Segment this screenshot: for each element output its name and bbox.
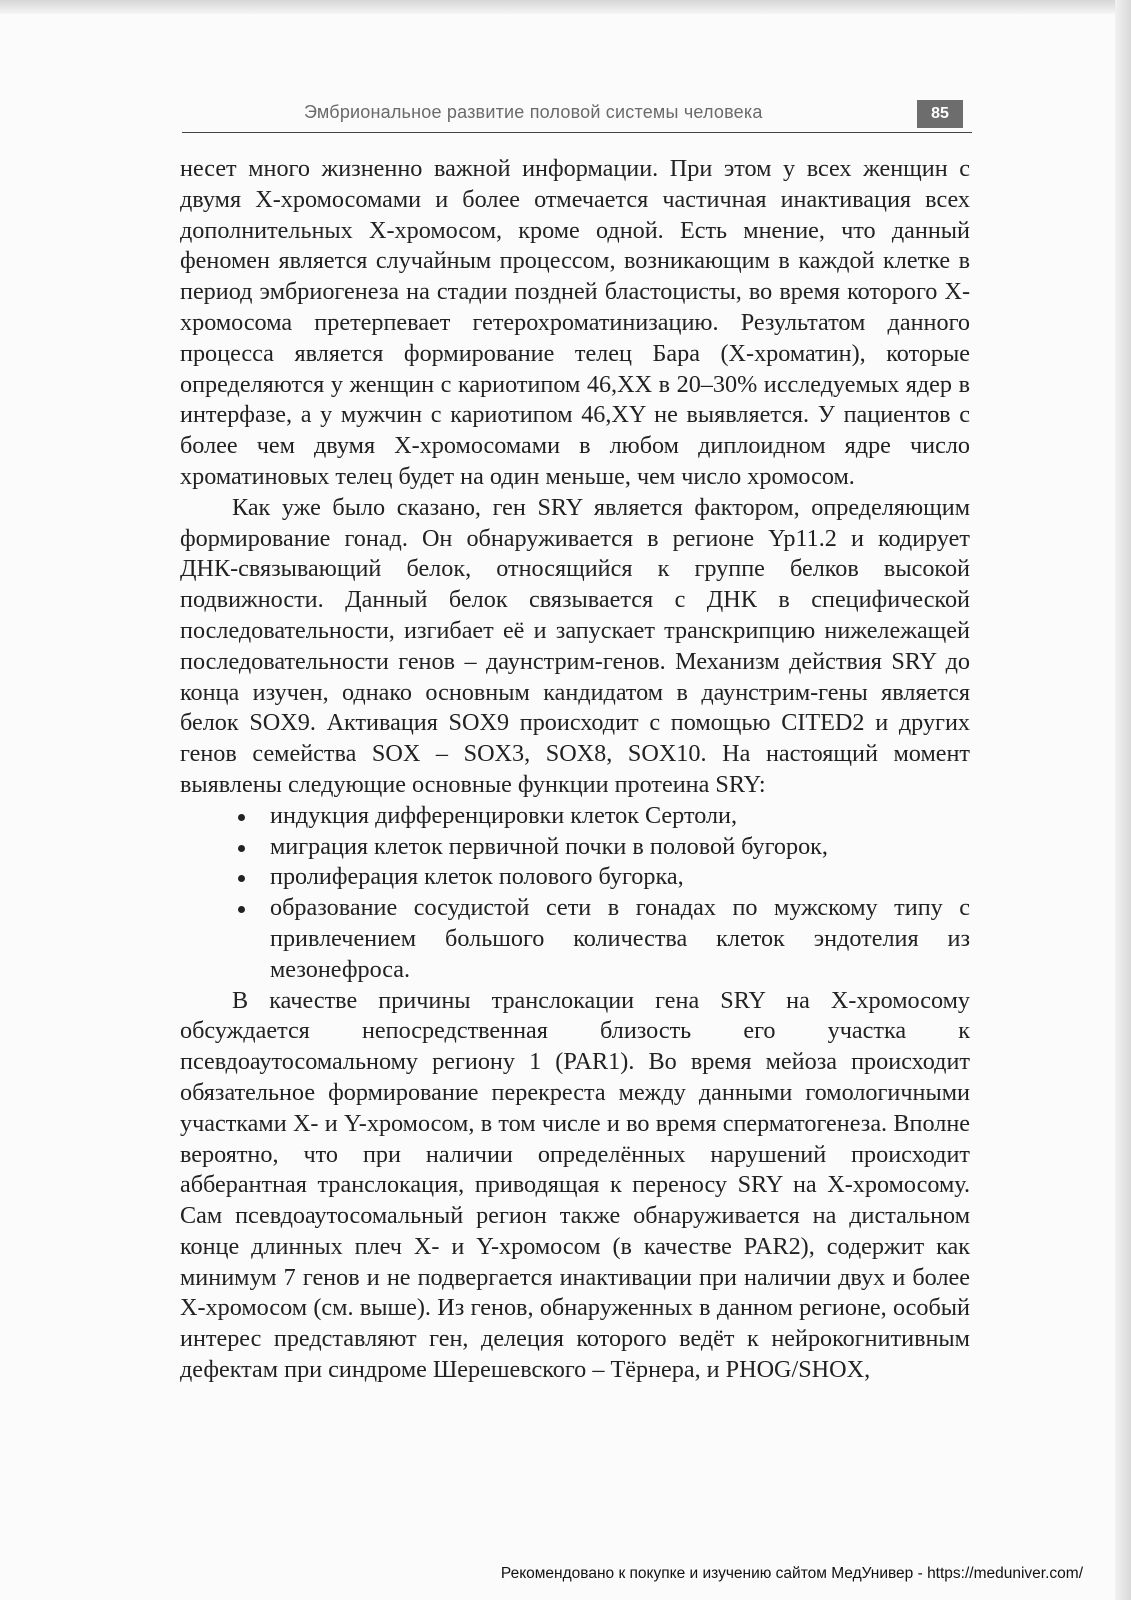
paragraph-sry-gene: Как уже было сказано, ген SRY является фактором, определяющим формирование гонад. Он обнаруживается в регионе Yp11.2 и кодирует ДНК-связывающий белок, относящийся к группе белков высокой подвижности. Данный белок связывается с ДНК в специфической последовательности, изгибает её и запускает транскрипцию нижележащей последовательности генов – даунстрим-генов. Механизм действия SRY до конца изучен, однако основным кандидатом в даунстрим-гены является белок SOX9. Активация SOX9 происходит с помощью CITED2 и других генов семейства SOX – SOX3, SOX8, SOX10. На настоящий момент выявлены следующие основные функции протеина SRY: — [180, 493, 970, 798]
running-header — [182, 100, 972, 133]
running-header-title: Эмбриональное развитие половой системы человека — [304, 102, 763, 122]
sry-functions-list — [180, 801, 970, 986]
paragraph-x-inactivation: несет много жизненно важной информации. При этом у всех женщин с двумя X-хромосомами и более отмечается частичная инактивация всех дополнительных X-хромосом, кроме одной. Есть мнение, что данный феномен является случайным процессом, возникающим в каждой клетке в период эмбриогенеза на стадии поздней бластоцисты, во время которого X-хромосома претерпевает гетерохроматинизацию. Результатом данного процесса является формирование телец Бара (X-хроматин), которые определяются у женщин с кариотипом 46,XX в 20–30% исследуемых ядер в интерфазе, а у мужчин с кариотипом 46,XY не выявляется. У пациентов с более чем двумя X-хромосомами в любом диплоидном ядре число хроматиновых телец будет на один меньше, чем число хромосом. — [180, 155, 970, 490]
bullet-dot-icon — [238, 814, 245, 821]
scan-top-edge — [0, 0, 1131, 14]
scan-right-edge — [1115, 0, 1131, 1600]
list-item — [270, 801, 970, 832]
footer-watermark: Рекомендовано к покупке и изучению сайтом МедУнивер - https://meduniver.com/ — [500, 1565, 1083, 1582]
list-item-text: миграция клеток первичной почки в половой бугорок, — [270, 832, 828, 860]
bullet-dot-icon — [238, 845, 245, 852]
page-body — [180, 154, 970, 1386]
list-item — [270, 832, 970, 863]
bullet-dot-icon — [238, 906, 245, 913]
list-item-text: образование сосудистой сети в гонадах по мужскому типу с привлечением большого количества клеток эндотелия из мезонефроса. — [270, 894, 970, 983]
list-item-text: индукция дифференцировки клеток Сертоли, — [270, 801, 738, 829]
list-item — [270, 862, 970, 893]
list-item-text: пролиферация клеток полового бугорка, — [270, 863, 684, 891]
page-number-badge: 85 — [917, 100, 963, 128]
paragraph-sry-translocation: В качестве причины транслокации гена SRY на X-хромосому обсуждается непосредственная близость его участка к псевдоаутосомальному региону 1 (PAR1). Во время мейоза происходит обязательное формирование перекреста между данными гомологичными участками X- и Y-хромосом, в том числе и во время сперматогенеза. Вполне вероятно, что при наличии определённых нарушений происходит абберантная транслокация, приводящая к переносу SRY на X-хромосому. Сам псевдоаутосомальный регион также обнаруживается на дистальном конце длинных плеч X- и Y-хромосом (в качестве PAR2), содержит как минимум 7 генов и не подвергается инактивации при наличии двух и более X-хромосом (см. выше). Из генов, обнаруженных в данном регионе, особый интерес представляют ген, делеция которого ведёт к нейрокогнитивным дефектам при синдроме Шерешевского – Тёрнера, и PHOG/SHOX, — [180, 986, 970, 1384]
list-item — [270, 893, 970, 985]
bullet-dot-icon — [238, 875, 245, 882]
